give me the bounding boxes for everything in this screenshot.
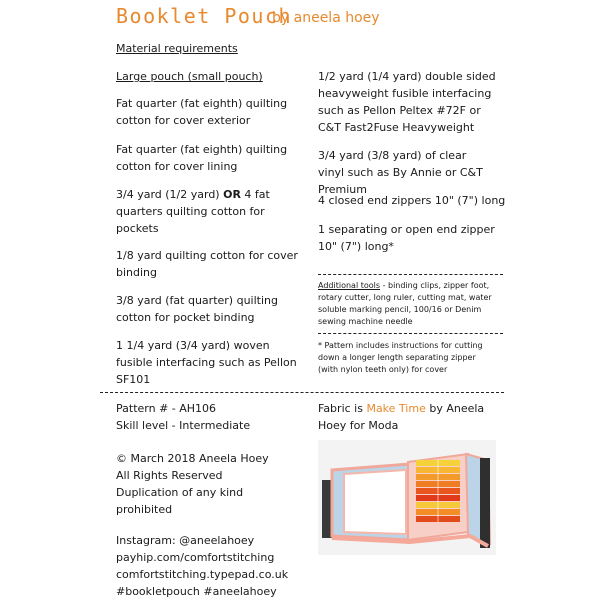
material-item-3-or: OR bbox=[223, 188, 241, 201]
material-item-3-pre: 3/4 yard (1/2 yard) bbox=[116, 188, 224, 201]
material-item-4: 1/8 yard quilting cotton for cover binding bbox=[116, 249, 298, 279]
zipper-footnote: * Pattern includes instructions for cutting down a longer length separating zipper (with nylon teeth only) for cover bbox=[318, 341, 483, 374]
material-item-10: 1 separating or open end zipper 10" (7") long* bbox=[318, 223, 495, 253]
fabric-name: Make Time bbox=[366, 402, 426, 415]
fabric-post: by Aneela bbox=[425, 402, 485, 415]
booklet-pouch-illustration bbox=[318, 440, 496, 555]
rights-reserved: All Rights Reserved bbox=[116, 469, 223, 482]
additional-tools-label: Additional tools bbox=[318, 281, 381, 290]
material-item-6: 1 1/4 yard (3/4 yard) woven fusible interfacing such as Pellon SF101 bbox=[116, 339, 297, 386]
material-item-7: 1/2 yard (1/4 yard) double sided heavyweight fusible interfacing such as Pellon Peltex #72F or C&T Fast2Fuse Heavyweight bbox=[318, 70, 496, 134]
fabric-line-2: Hoey for Moda bbox=[318, 419, 399, 432]
material-item-9: 4 closed end zippers 10" (7") long bbox=[318, 194, 506, 207]
author-byline: by aneela hoey bbox=[272, 10, 380, 26]
material-item-2: Fat quarter (fat eighth) quilting cotton for cover lining bbox=[116, 143, 288, 173]
page-title: Booklet Pouch bbox=[116, 4, 293, 28]
duplication-line-2: prohibited bbox=[116, 503, 173, 516]
pattern-number: Pattern # - AH106 bbox=[116, 402, 217, 415]
instagram-handle: Instagram: @aneelahoey bbox=[116, 534, 255, 547]
hashtags: #bookletpouch #aneelahoey bbox=[116, 585, 277, 598]
additional-tools-text: - binding clips, zipper foot, rotary cutter, long ruler, cutting mat, water soluble marking pencil, 100/16 or Denim sewing machine needle bbox=[318, 281, 492, 326]
skill-level: Skill level - Intermediate bbox=[116, 419, 251, 432]
additional-tools bbox=[318, 280, 500, 328]
material-item-5: 3/8 yard (fat quarter) quilting cotton for pocket binding bbox=[116, 294, 278, 324]
fabric-pre: Fabric is bbox=[318, 402, 367, 415]
copyright: © March 2018 Aneela Hoey bbox=[116, 452, 269, 465]
typepad-link[interactable]: comfortstitching.typepad.co.uk bbox=[116, 568, 289, 581]
material-item-3 bbox=[116, 186, 306, 237]
size-subheading: Large pouch (small pouch) bbox=[116, 70, 263, 83]
fabric-credit bbox=[318, 400, 503, 434]
product-photo bbox=[318, 440, 496, 555]
divider-right-1 bbox=[318, 274, 503, 275]
material-item-3-post: 4 fat quarters quilting cotton for pockets bbox=[116, 188, 270, 235]
divider-right-2 bbox=[318, 333, 503, 334]
material-item-1: Fat quarter (fat eighth) quilting cotton for cover exterior bbox=[116, 97, 288, 127]
materials-heading: Material requirements bbox=[116, 42, 238, 55]
payhip-link[interactable]: payhip.com/comfortstitching bbox=[116, 551, 275, 564]
material-item-8: 3/4 yard (3/8 yard) of clear vinyl such as By Annie or C&T Premium bbox=[318, 149, 483, 196]
duplication-line-1: Duplication of any kind bbox=[116, 486, 244, 499]
divider-main bbox=[100, 392, 504, 393]
